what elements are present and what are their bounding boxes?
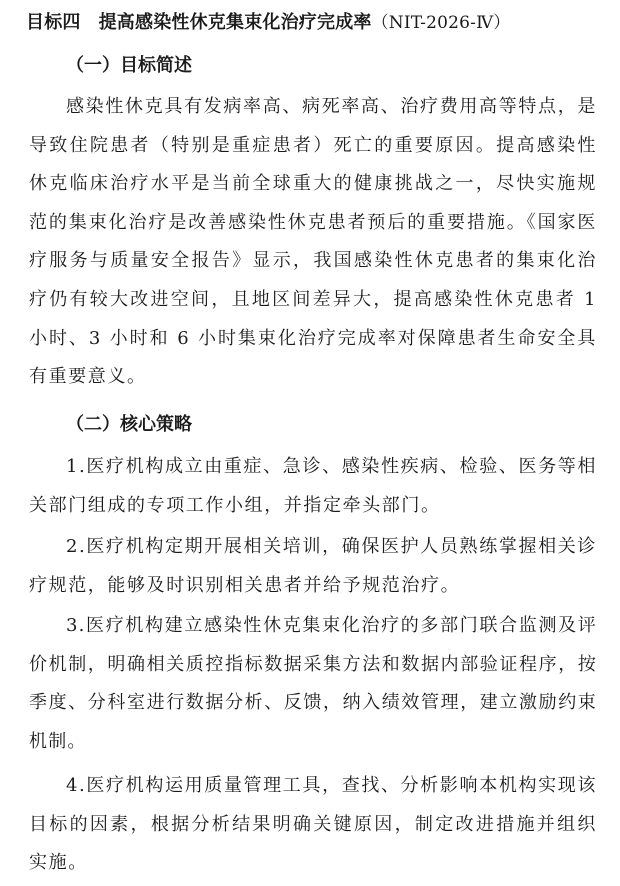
strategy-item-2: 2.医疗机构定期开展相关培训，确保医护人员熟练掌握相关诊疗规范，能够及时识别相关患者并给予规范治疗。 [29, 536, 597, 596]
goal-title-text: 提高感染性休克集束化治疗完成率 [98, 12, 372, 33]
strategy-item-3: 3.医疗机构建立感染性休克集束化治疗的多部门联合监测及评价机制，明确相关质控指标数据采集方法和数据内部验证程序，按季度、分科室进行数据分析、反馈，纳入绩效管理，建立激励约束机制。 [29, 615, 597, 752]
overview-paragraph: 感染性休克具有发病率高、病死率高、治疗费用高等特点，是导致住院患者（特别是重症患者）死亡的重要原因。提高感染性休克临床治疗水平是当前全球重大的健康挑战之一，尽快实施规范的集束化治疗是改善感染性休克患者预后的重要措施。《国家医疗服务与质量安全报告》显示，我国感染性休克患者的集束化治疗仍有较大改进空间，且地区间差异大，提高感染性休克患者 1 小时、3 小时和 6 小时集束化治疗完成率对保障患者生命安全具有重要意义。 [29, 96, 597, 388]
section-heading-overview: （一）目标简述 [66, 55, 192, 76]
goal-code: （NIT-2026-Ⅳ） [371, 13, 511, 33]
goal-title [26, 9, 616, 37]
strategy-item-1: 1.医疗机构成立由重症、急诊、感染性疾病、检验、医务等相关部门组成的专项工作小组，并指定牵头部门。 [29, 456, 597, 516]
goal-label: 目标四 [26, 12, 81, 33]
strategy-item-4: 4.医疗机构运用质量管理工具，查找、分析影响本机构实现该目标的因素，根据分析结果明确关键原因，制定改进措施并组织实施。 [29, 775, 597, 874]
section-heading-strategies: （二）核心策略 [66, 414, 192, 435]
